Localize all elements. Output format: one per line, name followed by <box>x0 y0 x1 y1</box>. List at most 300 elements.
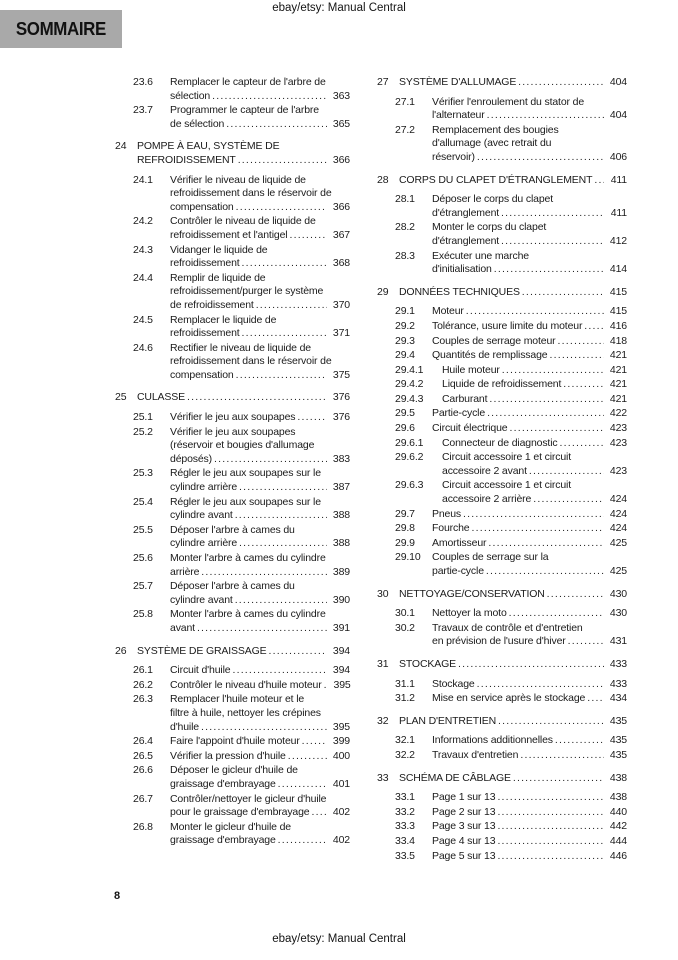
toc-entry-body <box>399 588 627 602</box>
dot-leader <box>239 537 327 551</box>
toc-entry-number: 33.1 <box>395 791 415 804</box>
toc-entry-number: 29.4 <box>395 349 415 362</box>
dot-leader <box>187 391 327 405</box>
toc-entry-body <box>432 422 627 436</box>
toc-entry-number: 29.9 <box>395 536 415 549</box>
toc-entry <box>377 658 627 672</box>
toc-entry-title: graissage d'embrayage <box>170 834 276 847</box>
toc-entry-text-line: Monter l'arbre à cames du cylindre <box>170 608 326 621</box>
document-title: ebay/etsy: Manual Central <box>272 2 406 14</box>
toc-entry-number: 26.1 <box>133 664 153 677</box>
dot-leader <box>510 422 605 436</box>
toc-page-number: 438 <box>609 791 627 804</box>
toc-page-number: 402 <box>332 834 350 847</box>
toc-entry <box>377 835 627 849</box>
toc-entry-title: Page 1 sur 13 <box>432 791 496 804</box>
toc-entry-text-line: Régler le jeu aux soupapes sur le <box>170 495 321 508</box>
toc-page-number: 421 <box>609 349 627 362</box>
toc-entry-number: 29.1 <box>395 305 415 318</box>
toc-entry-text-line <box>432 635 627 649</box>
dot-leader <box>497 850 604 864</box>
toc-entry-body <box>432 305 627 319</box>
toc-entry-body <box>137 645 350 659</box>
toc-entry-number: 25.4 <box>133 495 153 508</box>
dot-leader <box>242 327 327 341</box>
toc-entry-text-line <box>432 508 627 522</box>
toc-entry-number: 32.1 <box>395 734 415 747</box>
toc-entry-title: NETTOYAGE/CONSERVATION <box>399 587 545 600</box>
toc-entry <box>377 508 627 522</box>
toc-entry-title: d'huile <box>170 720 199 733</box>
toc-entry-text-line: Déposer l'arbre à cames du <box>170 580 295 593</box>
toc-entry <box>115 76 350 103</box>
toc-entry-text-line <box>432 407 627 421</box>
dot-leader <box>312 806 328 820</box>
toc-page-number: 425 <box>609 536 627 549</box>
toc-entry <box>115 174 350 215</box>
toc-entry-title: refroidissement et l'antigel <box>170 228 288 241</box>
toc-entry-text-line <box>432 109 627 123</box>
toc-entry-body <box>170 764 350 791</box>
toc-entry-number: 33 <box>377 771 389 784</box>
running-footer <box>0 933 678 945</box>
toc-entry-number: 33.5 <box>395 849 415 862</box>
toc-entry-text-line: Remplacer l'huile moteur et le <box>170 693 305 706</box>
toc-entry-text-line: Couples de serrage sur la <box>432 551 549 564</box>
toc-page-number: 367 <box>332 228 350 241</box>
dot-leader <box>236 369 327 383</box>
dot-leader <box>324 679 328 693</box>
toc-entry-body <box>432 96 627 123</box>
toc-entry-number: 26.2 <box>133 678 153 691</box>
toc-entry-title: Nettoyer la moto <box>432 607 507 620</box>
dot-leader <box>197 622 327 636</box>
toc-entry <box>115 140 350 167</box>
toc-entry-number: 30.2 <box>395 621 415 634</box>
toc-page-number: 414 <box>609 263 627 276</box>
dot-leader <box>487 407 604 421</box>
toc-entry-title: Page 5 sur 13 <box>432 849 496 862</box>
toc-entry-number: 26 <box>115 644 127 657</box>
toc-entry-body <box>432 791 627 805</box>
dot-leader <box>549 349 604 363</box>
dot-leader <box>584 320 604 334</box>
toc-page-number: 383 <box>332 452 350 465</box>
toc-entry-body <box>432 407 627 421</box>
dot-leader <box>489 393 604 407</box>
toc-page-number: 444 <box>609 834 627 847</box>
toc-entry-number: 30.1 <box>395 607 415 620</box>
toc-entry-body <box>432 124 627 165</box>
toc-entry <box>377 749 627 763</box>
toc-entry-body <box>432 806 627 820</box>
toc-entry-number: 25 <box>115 391 127 404</box>
toc-entry-body <box>442 378 627 392</box>
toc-entry-number: 28.2 <box>395 221 415 234</box>
toc-entry-number: 29.4.3 <box>395 392 424 405</box>
toc-page-number: 424 <box>609 507 627 520</box>
dot-leader <box>278 834 327 848</box>
toc-entry <box>115 496 350 523</box>
toc-entry-title: d'étranglement <box>432 206 500 219</box>
toc-page-number: 365 <box>332 117 350 130</box>
toc-entry <box>377 378 627 392</box>
toc-entry-body <box>442 479 627 506</box>
toc-entry-body <box>170 664 350 678</box>
toc-page-number: 394 <box>332 664 350 677</box>
toc-entry <box>115 608 350 635</box>
toc-entry <box>115 215 350 242</box>
toc-entry-text-line <box>170 679 350 693</box>
toc-entry-text-line <box>170 118 350 132</box>
toc-entry-text-line <box>432 320 627 334</box>
toc-entry-number: 24.5 <box>133 313 153 326</box>
toc-entry <box>377 124 627 165</box>
toc-page-number: 430 <box>609 607 627 620</box>
toc-entry-body <box>432 551 627 578</box>
dot-leader <box>487 109 604 123</box>
toc-entry <box>115 244 350 271</box>
toc-entry <box>377 349 627 363</box>
dot-leader <box>522 286 604 300</box>
toc-entry-body <box>137 391 350 405</box>
toc-page-number: 366 <box>332 200 350 213</box>
toc-entry-text-line <box>442 465 627 479</box>
toc-entry-text-line <box>170 90 350 104</box>
toc-entry-body <box>432 250 627 277</box>
toc-entry-title: Informations additionnelles <box>432 734 553 747</box>
dot-leader <box>497 820 604 834</box>
toc-entry-title: PLAN D'ENTRETIEN <box>399 714 497 727</box>
toc-entry-title: Moteur <box>432 305 464 318</box>
toc-entry-number: 27 <box>377 76 389 88</box>
toc-entry-body <box>432 820 627 834</box>
toc-entry <box>115 411 350 425</box>
toc-entry-body <box>432 607 627 621</box>
toc-page-number: 411 <box>610 173 627 186</box>
toc-entry-text-line <box>170 594 350 608</box>
toc-entry-title: Circuit d'huile <box>170 664 231 677</box>
toc-entry-text-line: refroidissement dans le réservoir de <box>170 355 332 368</box>
toc-entry <box>115 735 350 749</box>
dot-leader <box>494 263 604 277</box>
dot-leader <box>297 411 327 425</box>
toc-entry-title: déposés) <box>170 452 212 465</box>
toc-entry <box>115 664 350 678</box>
toc-entry-title: Vérifier la pression d'huile <box>170 749 286 762</box>
dot-leader <box>212 90 327 104</box>
toc-entry-title: Tolérance, usure limite du moteur <box>432 319 583 332</box>
toc-entry-text-line <box>432 806 627 820</box>
dot-leader <box>235 509 327 523</box>
toc-entry-title: l'alternateur <box>432 109 485 122</box>
toc-entry-text-line <box>442 437 627 451</box>
toc-entry-number: 24 <box>115 140 127 153</box>
toc-entry-title: Contrôler le niveau d'huile moteur <box>170 678 322 691</box>
toc-entry-text-line: Remplacement des bougies <box>432 123 559 136</box>
dot-leader <box>513 772 604 786</box>
toc-page-number: 418 <box>609 334 627 347</box>
toc-entry-body <box>432 522 627 536</box>
toc-entry-number: 25.8 <box>133 608 153 621</box>
toc-entry-title: SYSTÈME DE GRAISSAGE <box>137 644 267 657</box>
toc-entry <box>377 193 627 220</box>
toc-entry-body <box>399 658 627 672</box>
toc-entry-number: 27.2 <box>395 123 415 136</box>
toc-entry <box>115 693 350 734</box>
toc-page-number: 435 <box>609 714 627 727</box>
dot-leader <box>278 778 327 792</box>
dot-leader <box>497 806 604 820</box>
toc-entry <box>377 551 627 578</box>
toc-entry-text-line <box>432 207 627 221</box>
toc-entry-body <box>432 221 627 248</box>
toc-entry-text-line <box>432 692 627 706</box>
toc-entry-title: Amortisseur <box>432 536 487 549</box>
toc-entry-text-line <box>137 154 350 168</box>
toc-entry-number: 29.5 <box>395 407 415 420</box>
toc-page-number: 442 <box>609 820 627 833</box>
toc-entry-text-line <box>432 305 627 319</box>
toc-entry-number: 29.6 <box>395 422 415 435</box>
toc-entry-body <box>170 342 350 383</box>
toc-entry-number: 31.2 <box>395 692 415 705</box>
toc-entry <box>377 772 627 786</box>
toc-entry <box>377 678 627 692</box>
toc-entry-text-line: filtre à huile, nettoyer les crépines <box>170 706 321 719</box>
toc-entry-number: 26.7 <box>133 792 153 805</box>
toc-page-number: 421 <box>609 378 627 391</box>
toc-entry-number: 23.6 <box>133 76 153 88</box>
toc-entry-number: 24.3 <box>133 243 153 256</box>
toc-entry-body <box>170 272 350 313</box>
toc-entry <box>115 342 350 383</box>
toc-page-number: 363 <box>332 89 350 102</box>
toc-entry-body <box>137 140 350 167</box>
toc-entry-body <box>432 193 627 220</box>
toc-entry-body <box>432 749 627 763</box>
toc-entry-text-line <box>432 422 627 436</box>
toc-page-number: 440 <box>609 805 627 818</box>
toc-page-number: 389 <box>332 565 350 578</box>
toc-entry <box>377 734 627 748</box>
toc-entry-text-line: Contrôler le niveau de liquide de <box>170 215 316 228</box>
toc-entry-title: cylindre avant <box>170 593 233 606</box>
toc-entry-body <box>432 320 627 334</box>
toc-entry-text-line <box>432 235 627 249</box>
toc-entry-title: SCHÉMA DE CÂBLAGE <box>399 771 511 784</box>
toc-entry-number: 24.6 <box>133 341 153 354</box>
toc-entry-number: 24.1 <box>133 173 153 186</box>
dot-leader <box>201 566 327 580</box>
toc-entry-number: 26.3 <box>133 693 153 706</box>
toc-entry <box>115 750 350 764</box>
toc-entry <box>377 451 627 478</box>
toc-entry-title: Circuit électrique <box>432 422 508 435</box>
toc-entry-number: 26.6 <box>133 764 153 777</box>
toc-entry-body <box>170 735 350 749</box>
dot-leader <box>242 257 327 271</box>
toc-entry-number: 29.6.3 <box>395 479 424 492</box>
dot-leader <box>466 305 604 319</box>
toc-page-number: 400 <box>332 749 350 762</box>
toc-entry-title: CULASSE <box>137 391 185 404</box>
toc-entry-number: 29.7 <box>395 507 415 520</box>
toc-entry-text-line <box>399 772 627 786</box>
toc-entry-title: Couples de serrage moteur <box>432 334 556 347</box>
toc-entry-number: 32 <box>377 714 389 727</box>
toc-entry <box>377 437 627 451</box>
toc-entry-title: Huile moteur <box>442 363 500 376</box>
toc-entry <box>377 607 627 621</box>
toc-entry <box>115 426 350 467</box>
toc-entry-text-line <box>442 364 627 378</box>
toc-page-number: 402 <box>332 806 350 819</box>
toc-entry-text-line: Monter l'arbre à cames du cylindre <box>170 552 326 564</box>
toc-page-number: 425 <box>609 565 627 577</box>
toc-page-number: 388 <box>332 537 350 550</box>
toc-entry <box>115 552 350 579</box>
toc-entry-number: 31.1 <box>395 677 415 690</box>
toc-entry-body <box>432 850 627 864</box>
toc-entry-body <box>442 437 627 451</box>
toc-entry-text-line: Monter le corps du clapet <box>432 221 547 234</box>
dot-leader <box>518 76 604 90</box>
dot-leader <box>463 508 604 522</box>
sommaire-label: SOMMAIRE <box>15 18 107 39</box>
toc-entry <box>377 422 627 436</box>
toc-entry-text-line <box>170 750 350 764</box>
toc-page-number: 399 <box>332 735 350 748</box>
toc-page-number: 423 <box>609 464 627 477</box>
toc-entry <box>377 522 627 536</box>
toc-entry <box>115 679 350 693</box>
toc-entry-number: 29.6.2 <box>395 451 424 464</box>
toc-entry-text-line <box>432 850 627 864</box>
toc-entry-body <box>170 174 350 215</box>
dot-leader <box>477 151 604 165</box>
toc-entry-text-line: Vérifier l'enroulement du stator de <box>432 95 585 108</box>
toc-entry-title: Liquide de refroidissement <box>442 378 562 391</box>
toc-page-number: 438 <box>609 771 627 784</box>
toc-entry-number: 29.4.1 <box>395 363 424 376</box>
toc-entry-number: 28.3 <box>395 249 415 262</box>
toc-page-number: 446 <box>609 849 627 862</box>
toc-entry-text-line <box>170 453 350 467</box>
toc-entry-text-line <box>432 791 627 805</box>
toc-entry-body <box>432 678 627 692</box>
toc-entry <box>377 806 627 820</box>
toc-page-number: 415 <box>609 285 627 298</box>
toc-page-number: 423 <box>609 436 627 449</box>
toc-page-number: 422 <box>609 407 627 420</box>
toc-entry-number: 26.5 <box>133 749 153 762</box>
dot-leader <box>529 465 604 479</box>
toc-entry-text-line: refroidissement dans le réservoir de <box>170 187 332 200</box>
toc-entry-body <box>170 314 350 341</box>
toc-entry-number: 25.7 <box>133 580 153 593</box>
toc-entry-number: 25.2 <box>133 425 153 438</box>
dot-leader <box>256 299 327 313</box>
toc-entry-title: de sélection <box>170 117 225 130</box>
toc-entry-text-line <box>399 174 627 188</box>
toc-entry-text-line: refroidissement/purger le système <box>170 285 324 298</box>
toc-entry-body <box>170 821 350 848</box>
toc-entry-title: accessoire 2 avant <box>442 464 527 477</box>
sommaire-tab <box>0 10 122 48</box>
toc-entry-title: Fourche <box>432 522 470 535</box>
toc-entry-number: 29.10 <box>395 551 421 564</box>
toc-entry-text-line: (réservoir et bougies d'allumage <box>170 439 315 452</box>
toc-entry-body <box>432 692 627 706</box>
toc-entry-text-line <box>170 537 350 551</box>
toc-entry-text-line <box>432 565 627 579</box>
toc-entry-number: 29.2 <box>395 319 415 332</box>
toc-entry-title: Partie-cycle <box>432 407 486 420</box>
toc-column-left <box>115 76 350 864</box>
dot-leader <box>555 734 604 748</box>
toc-entry-body <box>432 734 627 748</box>
toc-entry-body <box>170 467 350 494</box>
toc-page-number: 411 <box>610 206 627 219</box>
toc-page-number: 376 <box>332 411 350 424</box>
toc-entry-body <box>170 679 350 693</box>
toc-entry-number: 25.1 <box>133 411 153 424</box>
toc-entry-text-line <box>170 664 350 678</box>
toc-page-number: 412 <box>609 234 627 247</box>
toc-entry-body <box>432 622 627 649</box>
toc-entry-title: sélection <box>170 89 211 102</box>
toc-entry-text-line <box>137 645 350 659</box>
dot-leader <box>214 453 327 467</box>
toc-entry-title: Faire l'appoint d'huile moteur <box>170 735 300 748</box>
toc-entry <box>115 104 350 131</box>
dot-leader <box>488 537 604 551</box>
toc-page-number: 395 <box>333 678 351 691</box>
toc-entry-text-line <box>170 509 350 523</box>
toc-entry <box>115 391 350 405</box>
toc-entry-body <box>432 835 627 849</box>
toc-entry-title: cylindre arrière <box>170 481 238 494</box>
toc-entry-text-line <box>137 391 350 405</box>
toc-entry <box>377 791 627 805</box>
dot-leader <box>486 565 604 579</box>
toc-entry <box>377 305 627 319</box>
toc-entry-body <box>170 244 350 271</box>
toc-entry-title: graissage d'embrayage <box>170 777 276 790</box>
toc-entry-number: 30 <box>377 587 389 600</box>
toc-entry-body <box>170 793 350 820</box>
toc-page-number: 404 <box>609 76 627 88</box>
toc-entry-number: 29.8 <box>395 522 415 535</box>
toc-entry <box>115 793 350 820</box>
toc-entry-text-line <box>170 622 350 636</box>
dot-leader <box>458 658 604 672</box>
toc-entry <box>115 467 350 494</box>
toc-page-number: 375 <box>332 368 350 381</box>
toc-entry-text-line: Rectifier le niveau de liquide de <box>170 341 311 354</box>
toc-entry-text-line: Exécuter une marche <box>432 249 529 262</box>
toc-entry <box>377 622 627 649</box>
toc-entry-text-line <box>399 658 627 672</box>
dot-leader <box>501 235 604 249</box>
dot-leader <box>498 715 604 729</box>
toc-entry <box>115 314 350 341</box>
toc-entry-body <box>170 693 350 734</box>
toc-entry-body <box>170 104 350 131</box>
toc-page-number: 376 <box>332 391 350 404</box>
toc-entry-title: pour le graissage d'embrayage <box>170 806 310 819</box>
